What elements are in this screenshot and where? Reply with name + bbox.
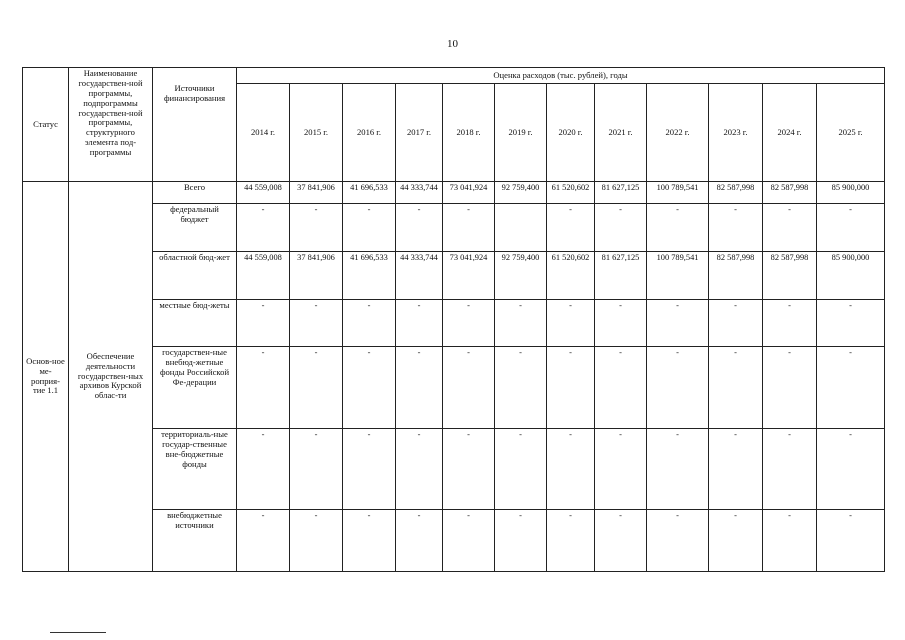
value-cell: - (647, 347, 709, 429)
value-cell: - (647, 204, 709, 252)
footnote-divider (50, 632, 106, 633)
year-header: 2018 г. (443, 84, 495, 182)
value-cell: - (396, 300, 443, 347)
value-cell: - (290, 510, 343, 572)
value-cell: - (495, 510, 547, 572)
funding-source: местные бюд-жеты (153, 300, 237, 347)
value-cell: - (595, 300, 647, 347)
value-cell: - (443, 300, 495, 347)
value-cell: - (396, 204, 443, 252)
value-cell: 85 900,000 (817, 182, 885, 204)
value-cell: - (817, 429, 885, 510)
value-cell: - (237, 510, 290, 572)
value-cell: - (290, 347, 343, 429)
value-cell: - (709, 300, 763, 347)
value-cell: - (237, 300, 290, 347)
year-header: 2025 г. (817, 84, 885, 182)
year-header: 2024 г. (763, 84, 817, 182)
value-cell: - (396, 510, 443, 572)
value-cell: - (443, 429, 495, 510)
value-cell: 41 696,533 (343, 252, 396, 300)
value-cell: 100 789,541 (647, 252, 709, 300)
value-cell: 82 587,998 (763, 252, 817, 300)
value-cell: - (817, 300, 885, 347)
value-cell: 44 333,744 (396, 252, 443, 300)
value-cell: - (709, 204, 763, 252)
value-cell: - (396, 429, 443, 510)
value-cell: - (709, 429, 763, 510)
status-header: Статус (23, 68, 69, 182)
funding-source: государствен-ные внебюд-жетные фонды Российской Фе-дерации (153, 347, 237, 429)
value-cell: 73 041,924 (443, 252, 495, 300)
value-cell: - (443, 510, 495, 572)
value-cell: - (647, 510, 709, 572)
value-cell: 85 900,000 (817, 252, 885, 300)
value-cell: - (709, 347, 763, 429)
value-cell: 44 559,008 (237, 182, 290, 204)
value-cell: 44 559,008 (237, 252, 290, 300)
value-cell: - (763, 510, 817, 572)
value-cell: 44 333,744 (396, 182, 443, 204)
value-cell: - (443, 204, 495, 252)
value-cell: - (290, 300, 343, 347)
value-cell: - (709, 510, 763, 572)
value-cell: - (647, 300, 709, 347)
funding-source: федеральный бюджет (153, 204, 237, 252)
table-row (23, 252, 885, 300)
value-cell: - (763, 347, 817, 429)
value-cell: - (290, 204, 343, 252)
value-cell: 100 789,541 (647, 182, 709, 204)
funding-source: Всего (153, 182, 237, 204)
value-cell: 82 587,998 (763, 182, 817, 204)
value-cell: - (290, 429, 343, 510)
value-cell: 61 520,602 (547, 252, 595, 300)
year-header: 2023 г. (709, 84, 763, 182)
year-header: 2014 г. (237, 84, 290, 182)
value-cell: - (343, 429, 396, 510)
page-number: 10 (447, 38, 458, 50)
value-cell: - (547, 429, 595, 510)
value-cell: - (595, 510, 647, 572)
value-cell: 81 627,125 (595, 182, 647, 204)
activity-status: Основ-ное ме-роприя-тие 1.1 (23, 182, 69, 572)
value-cell: - (647, 429, 709, 510)
value-cell: - (817, 347, 885, 429)
year-header: 2016 г. (343, 84, 396, 182)
year-header: 2017 г. (396, 84, 443, 182)
funding-source: областной бюд-жет (153, 252, 237, 300)
funding-sources-header: Источники финансирования (153, 68, 237, 182)
value-cell: - (763, 429, 817, 510)
value-cell: - (547, 204, 595, 252)
year-header: 2021 г. (595, 84, 647, 182)
header-row (23, 68, 885, 84)
value-cell: 41 696,533 (343, 182, 396, 204)
value-cell (495, 204, 547, 252)
activity-name: Обеспечение деятельности государствен-ных архивов Курской облас-ти (69, 182, 153, 572)
value-cell: - (495, 347, 547, 429)
expenses-estimate-header: Оценка расходов (тыс. рублей), годы (237, 68, 885, 84)
value-cell: - (763, 204, 817, 252)
table-row (23, 510, 885, 572)
value-cell: - (343, 510, 396, 572)
value-cell: 73 041,924 (443, 182, 495, 204)
value-cell: 82 587,998 (709, 182, 763, 204)
funding-source: внебюджетные источники (153, 510, 237, 572)
program-name-header: Наименование государствен-ной программы, подпрограммы государствен-ной программы, структурного элемента под-программы (69, 68, 153, 182)
funding-source: территориаль-ные государ-ственные вне-бюджетные фонды (153, 429, 237, 510)
value-cell: - (237, 429, 290, 510)
value-cell: - (547, 510, 595, 572)
value-cell: - (595, 347, 647, 429)
value-cell: 82 587,998 (709, 252, 763, 300)
table-row (23, 347, 885, 429)
year-header: 2020 г. (547, 84, 595, 182)
value-cell: 37 841,906 (290, 252, 343, 300)
table-row (23, 429, 885, 510)
value-cell: - (237, 204, 290, 252)
value-cell: - (396, 347, 443, 429)
value-cell: - (763, 300, 817, 347)
value-cell: - (495, 429, 547, 510)
value-cell: - (343, 347, 396, 429)
value-cell: - (595, 429, 647, 510)
year-header: 2015 г. (290, 84, 343, 182)
value-cell: - (547, 300, 595, 347)
budget-table (22, 67, 885, 572)
value-cell: - (817, 204, 885, 252)
value-cell: - (817, 510, 885, 572)
table-row (23, 204, 885, 252)
value-cell: 81 627,125 (595, 252, 647, 300)
table-row (23, 300, 885, 347)
value-cell: 92 759,400 (495, 182, 547, 204)
value-cell: - (547, 347, 595, 429)
value-cell: - (443, 347, 495, 429)
value-cell: 37 841,906 (290, 182, 343, 204)
value-cell: - (343, 204, 396, 252)
value-cell: - (237, 347, 290, 429)
value-cell: - (495, 300, 547, 347)
year-header: 2022 г. (647, 84, 709, 182)
value-cell: 61 520,602 (547, 182, 595, 204)
table-row (23, 182, 885, 204)
value-cell: 92 759,400 (495, 252, 547, 300)
value-cell: - (595, 204, 647, 252)
year-header: 2019 г. (495, 84, 547, 182)
value-cell: - (343, 300, 396, 347)
